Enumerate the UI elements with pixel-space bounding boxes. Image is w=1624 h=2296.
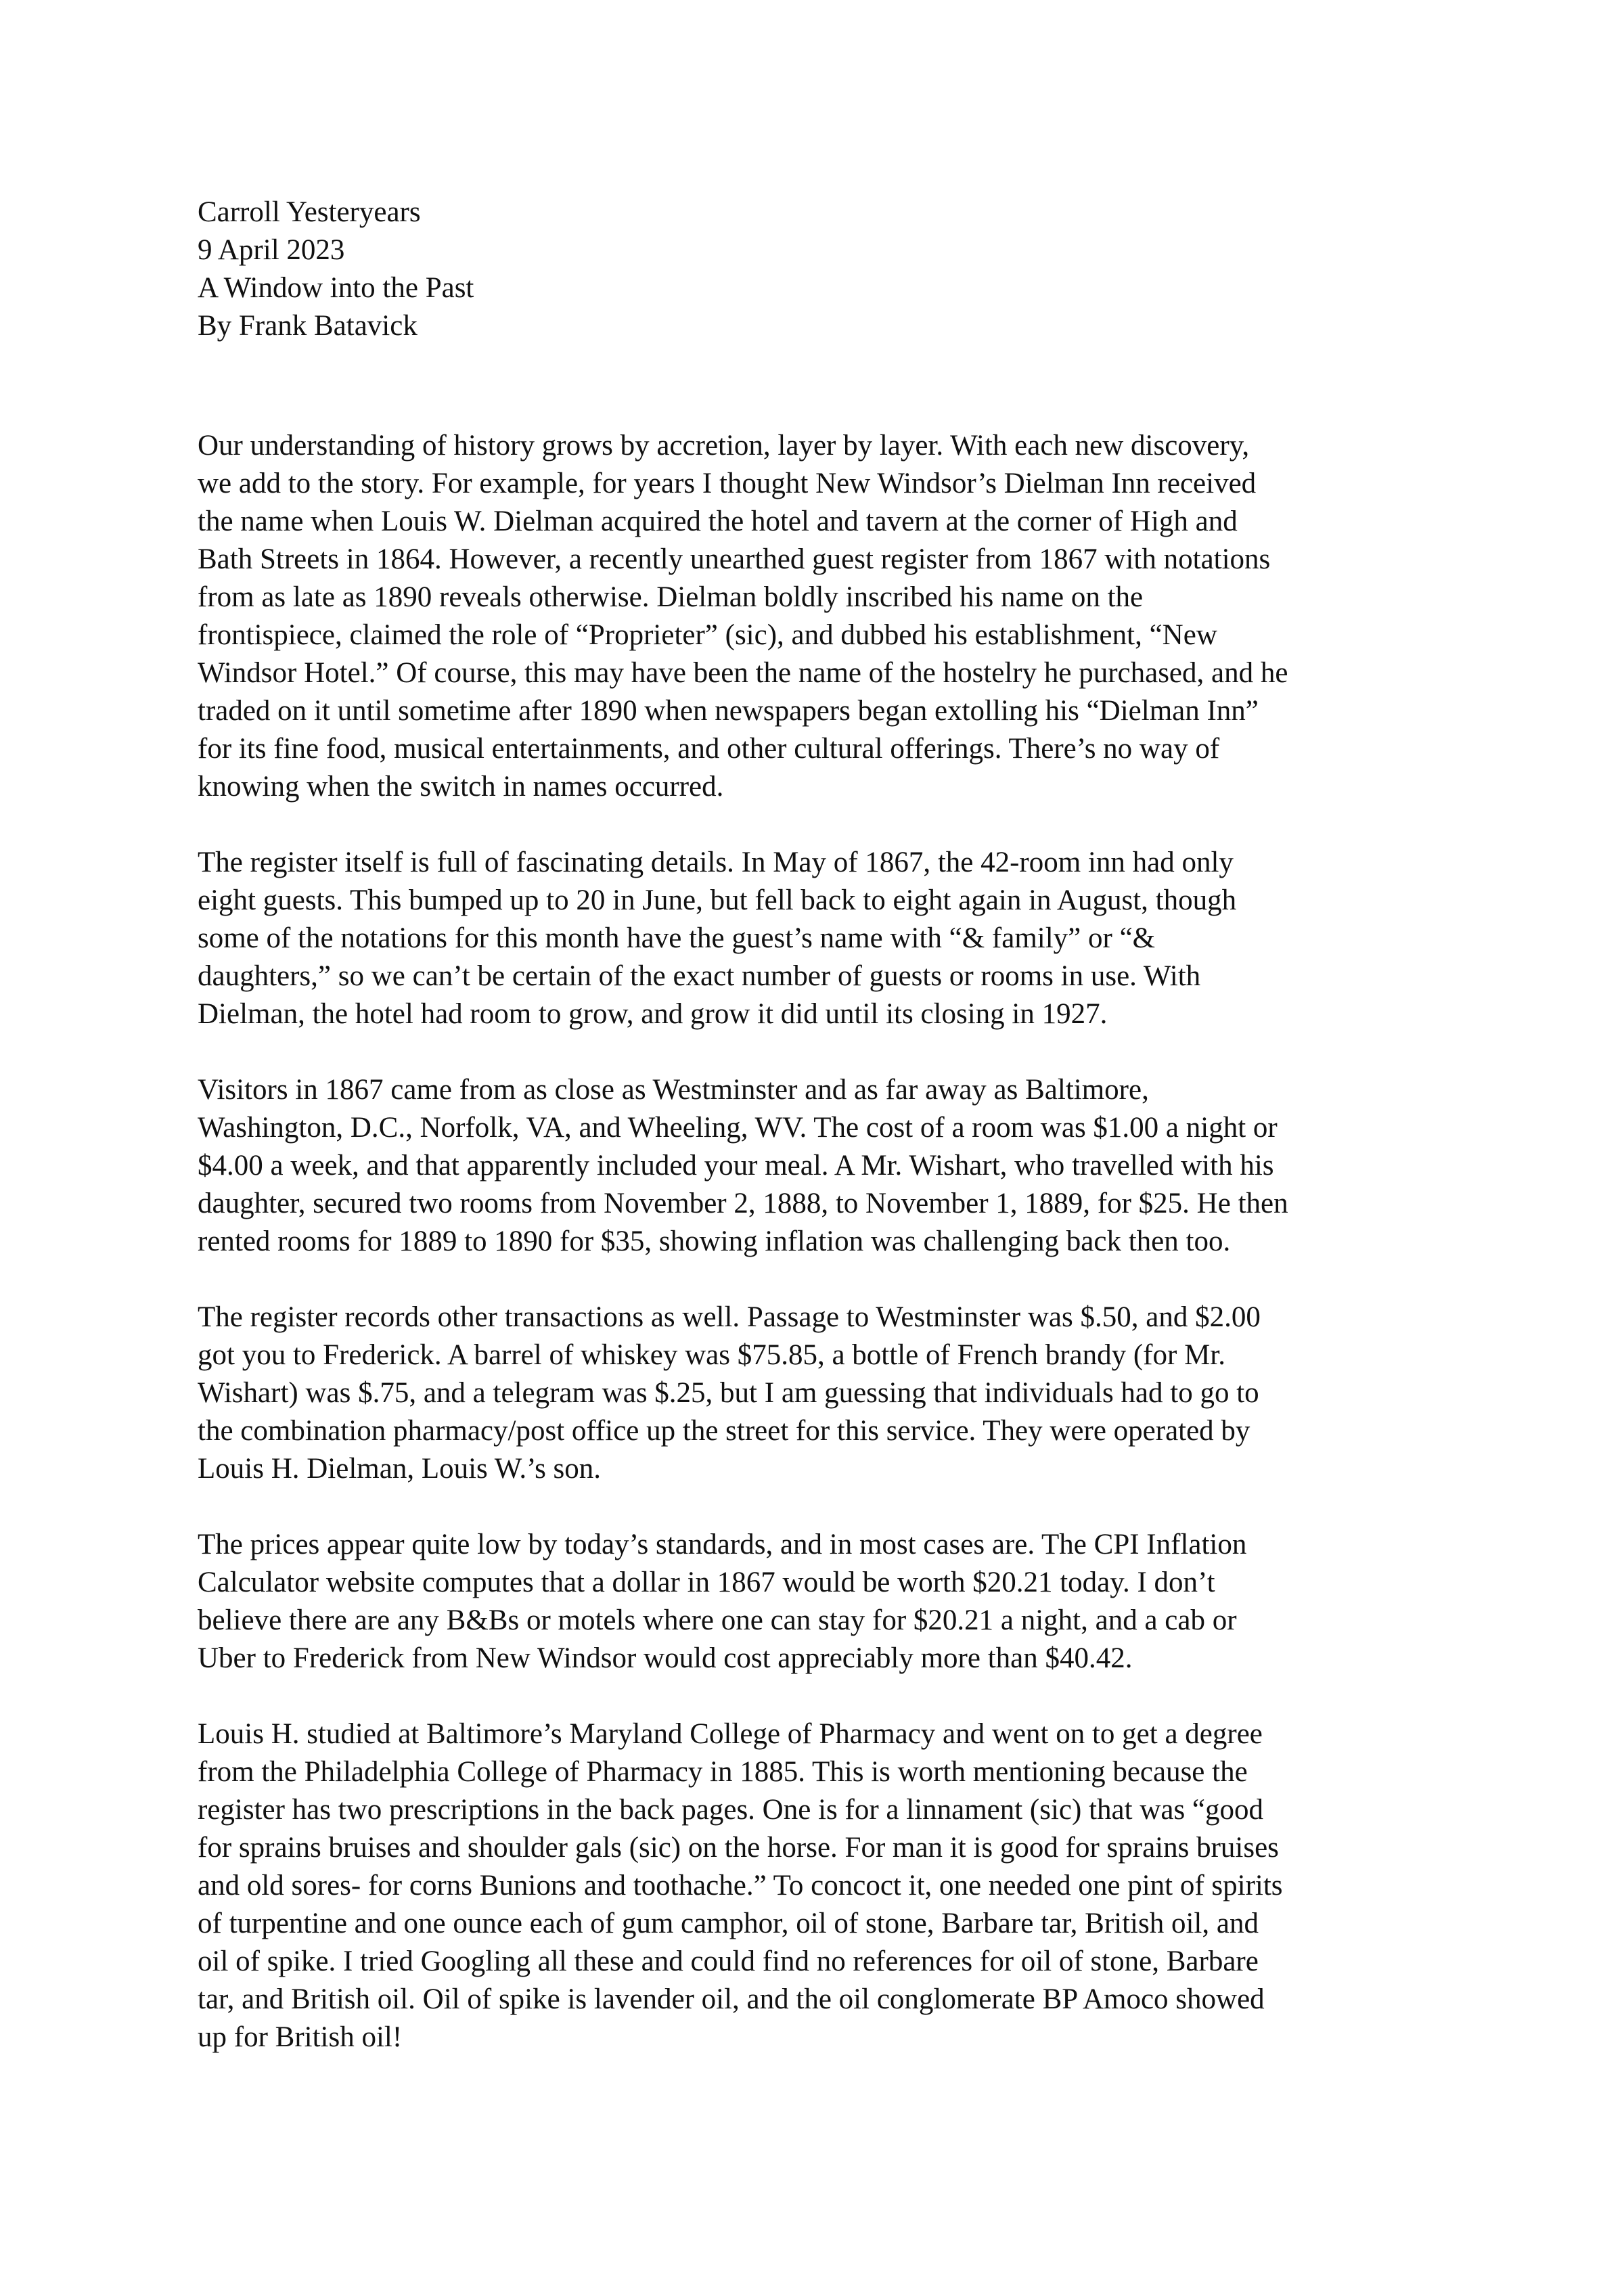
paragraph-line: of turpentine and one ounce each of gum camphor, oil of stone, Barbare tar, British oil, and	[198, 1908, 1259, 1939]
body-paragraph	[198, 1715, 1456, 2056]
paragraph-line: The prices appear quite low by today’s standards, and in most cases are. The CPI Inflation	[198, 1529, 1247, 1560]
paragraph-line: we add to the story. For example, for years I thought New Windsor’s Dielman Inn received	[198, 468, 1257, 499]
paragraph-line: traded on it until sometime after 1890 when newspapers began extolling his “Dielman Inn”	[198, 695, 1259, 727]
paragraph-line: got you to Frederick. A barrel of whiskey was $75.85, a bottle of French brandy (for Mr.	[198, 1339, 1226, 1371]
paragraph-line: Dielman, the hotel had room to grow, and grow it did until its closing in 1927.	[198, 998, 1108, 1030]
article-header	[198, 194, 1456, 345]
paragraph-line: some of the notations for this month have the guest’s name with “& family” or “&	[198, 922, 1156, 954]
paragraph-line: register has two prescriptions in the back pages. One is for a linnament (sic) that was “good	[198, 1794, 1264, 1826]
body-paragraph	[198, 844, 1456, 1033]
paragraph-line: $4.00 a week, and that apparently included your meal. A Mr. Wishart, who travelled with his	[198, 1150, 1274, 1181]
paragraph-line: Louis H. Dielman, Louis W.’s son.	[198, 1453, 602, 1485]
paragraph-line: The register records other transactions as well. Passage to Westminster was $.50, and $2.00	[198, 1301, 1261, 1333]
paragraph-line: frontispiece, claimed the role of “Proprieter” (sic), and dubbed his establishment, “New	[198, 619, 1217, 651]
paragraph-line: Louis H. studied at Baltimore’s Maryland College of Pharmacy and went on to get a degree	[198, 1718, 1263, 1750]
paragraph-line: Bath Streets in 1864. However, a recently unearthed guest register from 1867 with notations	[198, 543, 1271, 575]
paragraph-line: daughter, secured two rooms from November 2, 1888, to November 1, 1889, for $25. He then	[198, 1188, 1288, 1219]
column-name: Carroll Yesteryears	[198, 196, 421, 228]
body-paragraph	[198, 1299, 1456, 1488]
paragraph-line: from the Philadelphia College of Pharmacy in 1885. This is worth mentioning because the	[198, 1756, 1248, 1788]
paragraph-line: the combination pharmacy/post office up the street for this service. They were operated by	[198, 1415, 1250, 1447]
paragraph-line: oil of spike. I tried Googling all these and could find no references for oil of stone, Barbare	[198, 1945, 1259, 1977]
body-paragraph	[198, 1526, 1456, 1678]
paragraph-line: Visitors in 1867 came from as close as Westminster and as far away as Baltimore,	[198, 1074, 1149, 1106]
paragraph-line: for its fine food, musical entertainments, and other cultural offerings. There’s no way of	[198, 733, 1220, 765]
article-title: A Window into the Past	[198, 272, 474, 304]
paragraph-line: Our understanding of history grows by accretion, layer by layer. With each new discovery,	[198, 430, 1250, 462]
paragraph-line: for sprains bruises and shoulder gals (sic) on the horse. For man it is good for sprains bruises	[198, 1832, 1279, 1864]
paragraph-line: up for British oil!	[198, 2021, 403, 2053]
paragraph-line: eight guests. This bumped up to 20 in June, but fell back to eight again in August, though	[198, 884, 1237, 916]
paragraph-line: and old sores- for corns Bunions and toothache.” To concoct it, one needed one pint of spirits	[198, 1870, 1283, 1901]
paragraph-line: Washington, D.C., Norfolk, VA, and Wheeling, WV. The cost of a room was $1.00 a night or	[198, 1112, 1278, 1144]
paragraph-line: the name when Louis W. Dielman acquired the hotel and tavern at the corner of High and	[198, 505, 1238, 537]
article-byline: By Frank Batavick	[198, 310, 418, 342]
article-content	[198, 194, 1456, 2056]
paragraph-line: The register itself is full of fascinating details. In May of 1867, the 42-room inn had only	[198, 847, 1234, 878]
paragraph-line: from as late as 1890 reveals otherwise. Dielman boldly inscribed his name on the	[198, 581, 1144, 613]
article-date: 9 April 2023	[198, 234, 345, 266]
paragraph-line: Calculator website computes that a dollar in 1867 would be worth $20.21 today. I don’t	[198, 1567, 1215, 1598]
body-paragraph	[198, 427, 1456, 806]
paragraph-line: Windsor Hotel.” Of course, this may have been the name of the hostelry he purchased, and he	[198, 657, 1288, 689]
paragraph-line: believe there are any B&Bs or motels where one can stay for $20.21 a night, and a cab or	[198, 1604, 1237, 1636]
paragraph-line: daughters,” so we can’t be certain of the exact number of guests or rooms in use. With	[198, 960, 1201, 992]
paragraph-line: Uber to Frederick from New Windsor would cost appreciably more than $40.42.	[198, 1642, 1133, 1674]
paragraph-line: tar, and British oil. Oil of spike is lavender oil, and the oil conglomerate BP Amoco showed	[198, 1983, 1265, 2015]
body-paragraph	[198, 1071, 1456, 1261]
paragraph-line: knowing when the switch in names occurred.	[198, 771, 724, 803]
article-body	[198, 427, 1456, 2056]
paragraph-line: rented rooms for 1889 to 1890 for $35, showing inflation was challenging back then too.	[198, 1225, 1231, 1257]
paragraph-line: Wishart) was $.75, and a telegram was $.25, but I am guessing that individuals had to go to	[198, 1377, 1259, 1409]
